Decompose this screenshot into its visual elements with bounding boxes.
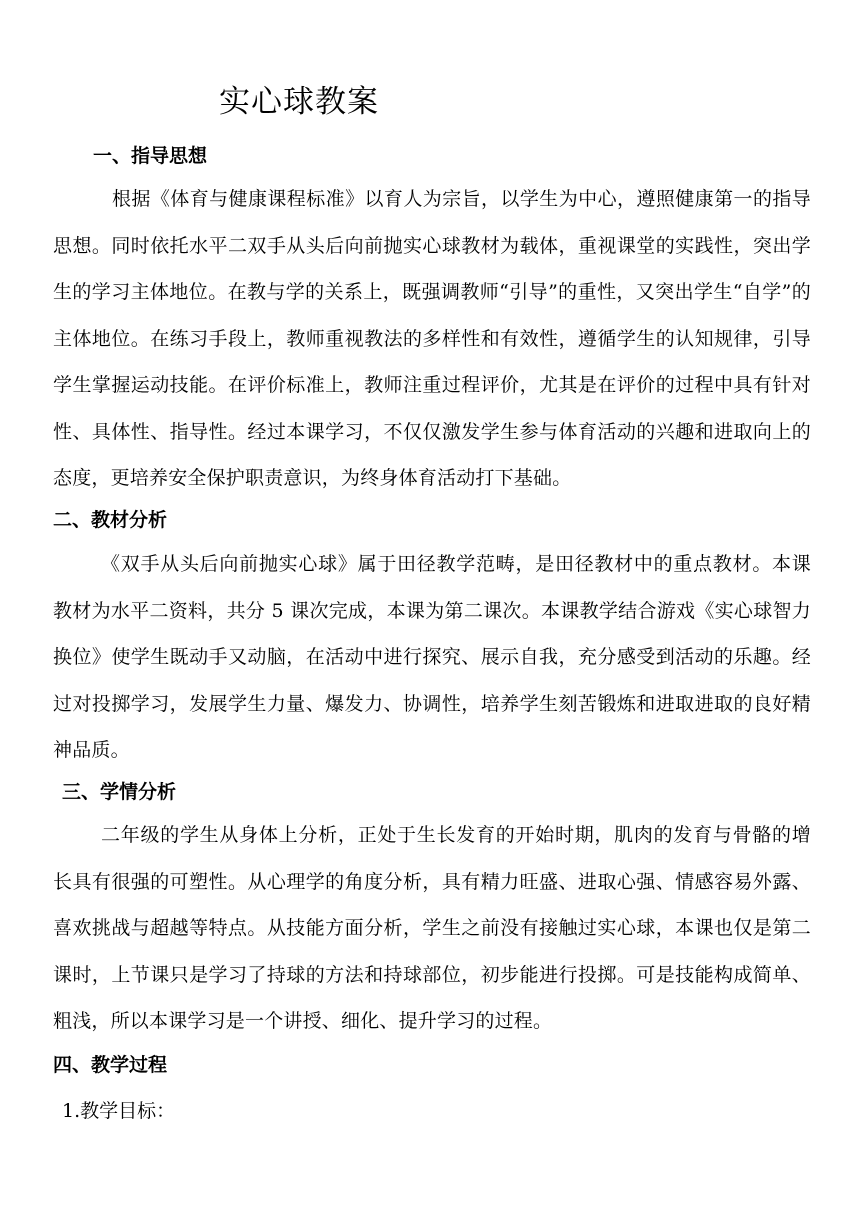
section-body-student-analysis: 二年级的学生从身体上分析，正处于生长发育的开始时期，肌肉的发育与骨骼的增长具有很强的可塑性。从心理学的角度分析，具有精力旺盛、进取心强、情感容易外露、喜欢挑战与超越等特点。从技能方面分析，学生之前没有接触过实心球，本课也仅是第二课时，上节课只是学习了持球的方法和持球部位，初步能进行投掷。可是技能构成简单、粗浅，所以本课学习是一个讲授、细化、提升学习的过程。: [53, 824, 811, 1032]
section-heading-student-analysis: 三、学情分析: [62, 781, 177, 803]
section-heading-teaching-process: 四、教学过程: [53, 1054, 168, 1076]
section-body-guiding-ideology: 根据《体育与健康课程标准》以育人为宗旨，以学生为中心，遵照健康第一的指导思想。同时依托水平二双手从头后向前抛实心球教材为载体，重视课堂的实践性，突出学生的学习主体地位。在教与学的关系上，既强调教师“引导”的重性，又突出学生“自学”的主体地位。在练习手段上，教师重视教法的多样性和有效性，遵循学生的认知规律，引导学生掌握运动技能。在评价标准上，教师注重过程评价，尤其是在评价的过程中具有针对性、具体性、指导性。经过本课学习，不仅仅激发学生参与体育活动的兴趣和进取向上的态度，更培养安全保护职责意识，为终身体育活动打下基础。: [53, 188, 811, 489]
sub-item-teaching-objectives: 1.教学目标：: [62, 1100, 176, 1122]
document-title: 实心球教案: [219, 84, 379, 120]
section-body-material-analysis: 《双手从头后向前抛实心球》属于田径教学范畴，是田径教材中的重点教材。本课教材为水平二资料，共分 5 课次完成，本课为第二课次。本课教学结合游戏《实心球智力换位》使学生既动手又动脑，在活动中进行探究、展示自我，充分感受到活动的乐趣。经过对投掷学习，发展学生力量、爆发力、协调性，培养学生刻苦锻炼和进取进取的良好精神品质。: [53, 553, 811, 761]
section-heading-material-analysis: 二、教材分析: [53, 509, 168, 531]
section-heading-guiding-ideology: 一、指导思想: [93, 145, 208, 167]
